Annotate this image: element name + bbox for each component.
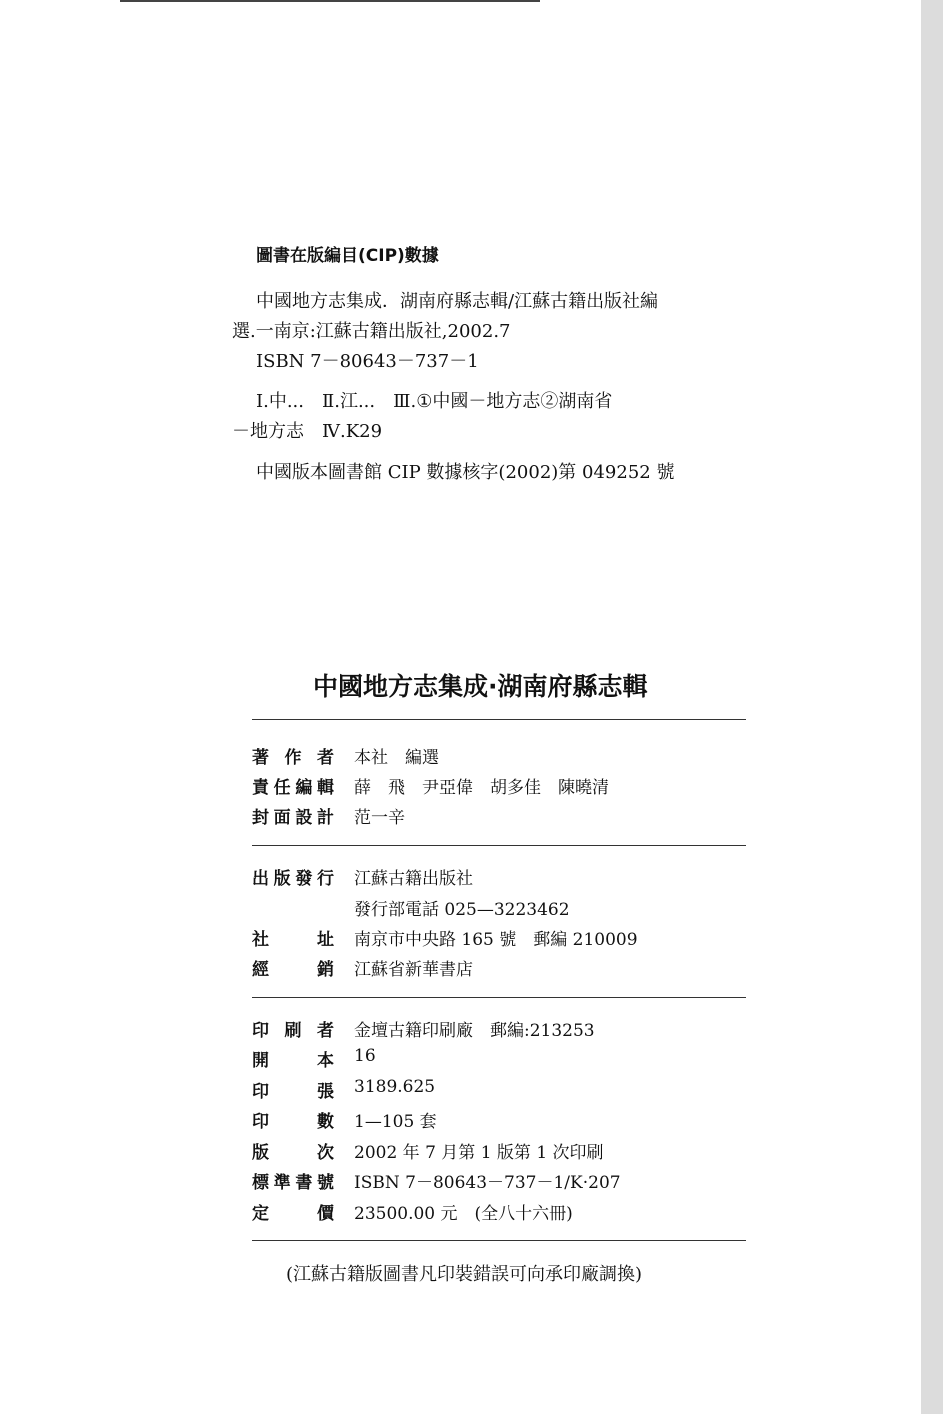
info-value: 23500.00 元 (全八十六冊) [354,1204,573,1224]
cip-line-record-number: 中國版本圖書館 CIP 數據核字(2002)第 049252 號 [256,462,675,483]
book-title: 中國地方志集成·湖南府縣志輯 [313,672,648,701]
info-value: 南京市中央路 165 號 郵編 210009 [354,930,638,950]
info-value: 金壇古籍印刷廠 郵編:213253 [354,1021,595,1041]
info-value: 3189.625 [354,1077,436,1097]
cip-line-imprint: 選.一南京:江蘇古籍出版社,2002.7 [232,321,511,342]
info-value: 16 [354,1046,376,1066]
info-value: 江蘇省新華書店 [354,960,473,980]
info-label: 印刷者 [252,1021,334,1041]
replacement-note: (江蘇古籍版圖書凡印裝錯誤可向承印廠調換) [286,1264,643,1285]
info-value: 2002 年 7 月第 1 版第 1 次印刷 [354,1143,604,1163]
info-value: 本社 編選 [354,748,439,768]
info-value: 范一辛 [354,808,405,828]
info-label: 責任編輯 [252,778,334,798]
info-label: 印張 [252,1082,334,1102]
scan-edge-top [120,0,540,2]
cip-heading: 圖書在版編目(CIP)數據 [256,246,439,266]
info-value: 江蘇古籍出版社 [354,869,473,889]
info-value: 發行部電話 025—3223462 [354,900,570,920]
info-label: 社址 [252,930,334,950]
info-label: 封面設計 [252,808,334,828]
cip-line-isbn: ISBN 7－80643－737－1 [256,351,479,372]
divider [252,997,746,998]
info-value: ISBN 7－80643－737－1/K·207 [354,1173,621,1193]
scan-edge-right [921,0,943,1414]
info-label: 版次 [252,1143,334,1163]
info-label: 著作者 [252,748,334,768]
info-value: 1—105 套 [354,1112,437,1132]
info-label: 標準書號 [252,1173,334,1193]
divider [252,845,746,846]
info-label: 出版發行 [252,869,334,889]
info-label: 印數 [252,1112,334,1132]
cip-line-title: 中國地方志集成．湖南府縣志輯/江蘇古籍出版社編 [256,291,659,312]
cip-line-classification: －地方志 Ⅳ.K29 [232,421,383,442]
info-value: 薛 飛 尹亞偉 胡多佳 陳曉清 [354,778,609,798]
info-label: 定價 [252,1204,334,1224]
info-label: 開本 [252,1051,334,1071]
divider [252,719,746,720]
info-label: 經銷 [252,960,334,980]
cip-line-subjects: Ⅰ.中... Ⅱ.江... Ⅲ.①中國－地方志②湖南省 [256,391,613,412]
divider [252,1240,746,1241]
